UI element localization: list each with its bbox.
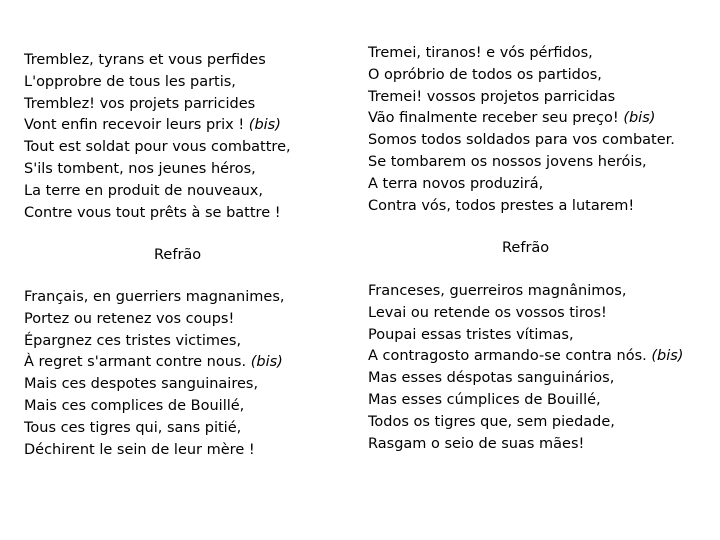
refrain-line: A contragosto armando-se contra nós. (bis)	[368, 348, 684, 365]
refrain-line: Rasgam o seio de suas mães!	[368, 435, 585, 452]
verse-line: Se tombarem os nossos jovens heróis,	[368, 153, 647, 170]
refrain-line: Mais ces despotes sanguinaires,	[24, 376, 259, 393]
verse-line: Tremei! vossos projetos parricidas	[368, 88, 616, 105]
portuguese-column	[368, 0, 713, 540]
verse-line: S'ils tombent, nos jeunes héros,	[24, 160, 256, 177]
verse-line: Tremblez, tyrans et vous perfides	[24, 52, 266, 68]
verse-line: O opróbrio de todos os partidos,	[368, 66, 602, 83]
french-refrain	[24, 287, 284, 461]
verse-line: Tremei, tiranos! e vós pérfidos,	[368, 45, 593, 61]
refrain-line: Français, en guerriers magnanimes,	[24, 289, 285, 305]
verse-line: Vão finalmente receber seu preço! (bis)	[368, 110, 656, 127]
french-verse	[24, 50, 291, 224]
refrain-line: Levai ou retende os vossos tiros!	[368, 304, 607, 321]
verse-line: Tout est soldat pour vous combattre,	[24, 139, 291, 156]
refrain-heading: Refrão	[502, 240, 550, 256]
verse-line: Contra vós, todos prestes a lutarem!	[368, 197, 635, 214]
verse-line: Somos todos soldados para vos combater.	[368, 132, 675, 149]
verse-line: Contre vous tout prêts à se battre !	[24, 204, 281, 221]
refrain-line: Poupai essas tristes vítimas,	[368, 326, 574, 343]
verse-line: Tremblez! vos projets parricides	[24, 95, 256, 112]
refrain-line: Todos os tigres que, sem piedade,	[368, 413, 615, 430]
refrain-heading: Refrão	[154, 247, 202, 263]
verse-line: L'opprobre de tous les partis,	[24, 73, 236, 90]
refrain-line: À regret s'armant contre nous. (bis)	[24, 354, 283, 371]
refrain-line: Mais ces complices de Bouillé,	[24, 397, 245, 414]
refrain-line: Déchirent le sein de leur mère !	[24, 441, 255, 458]
verse-line: La terre en produit de nouveaux,	[24, 182, 263, 199]
verse-line: Vont enfin recevoir leurs prix ! (bis)	[24, 117, 281, 134]
refrain-line: Mas esses cúmplices de Bouillé,	[368, 391, 601, 408]
portuguese-refrain	[368, 281, 683, 455]
refrain-line: Épargnez ces tristes victimes,	[24, 332, 242, 349]
portuguese-verse	[368, 43, 675, 217]
refrain-line: Tous ces tigres qui, sans pitié,	[24, 419, 242, 436]
refrain-line: Franceses, guerreiros magnânimos,	[368, 283, 627, 299]
refrain-line: Mas esses déspotas sanguinários,	[368, 370, 615, 387]
refrain-line: Portez ou retenez vos coups!	[24, 310, 235, 327]
french-column	[24, 0, 344, 540]
verse-line: A terra novos produzirá,	[368, 175, 544, 192]
